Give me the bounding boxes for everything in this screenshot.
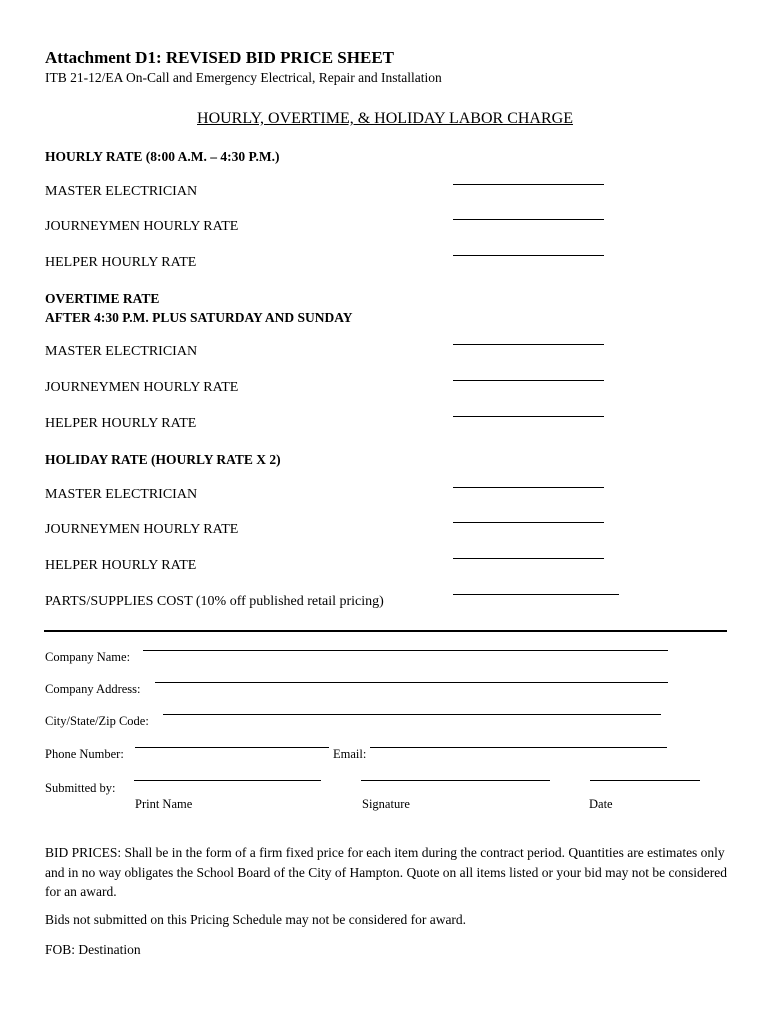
submitted-by-label: Submitted by:	[45, 781, 116, 795]
overtime-master-label: MASTER ELECTRICIAN	[45, 344, 198, 359]
hourly-journeymen-field[interactable]	[453, 219, 604, 220]
company-address-label: Company Address:	[45, 682, 141, 696]
signature-caption: Signature	[362, 797, 410, 811]
document-subtitle: ITB 21-12/EA On-Call and Emergency Electrical, Repair and Installation	[45, 70, 442, 85]
holiday-master-label: MASTER ELECTRICIAN	[45, 487, 198, 502]
holiday-helper-field[interactable]	[453, 558, 604, 559]
holiday-journeymen-label: JOURNEYMEN HOURLY RATE	[45, 522, 239, 537]
company-address-field[interactable]	[155, 682, 668, 683]
email-field[interactable]	[370, 747, 667, 748]
hourly-helper-field[interactable]	[453, 255, 604, 256]
holiday-master-field[interactable]	[453, 487, 604, 488]
overtime-helper-field[interactable]	[453, 416, 604, 417]
hourly-master-label: MASTER ELECTRICIAN	[45, 184, 198, 199]
date-caption: Date	[589, 797, 613, 811]
parts-supplies-label: PARTS/SUPPLIES COST (10% off published retail pricing)	[45, 594, 384, 609]
signature-field[interactable]	[361, 780, 550, 781]
city-state-zip-label: City/State/Zip Code:	[45, 714, 149, 728]
bid-prices-note: BID PRICES: Shall be in the form of a firm fixed price for each item during the contract period. Quantities are estimates only and in no way obligates the School Board of the City of Hampton. Quote on all items listed or your bid may not be considered for an award.	[45, 845, 728, 899]
phone-number-label: Phone Number:	[45, 747, 124, 761]
section-divider	[44, 630, 727, 632]
print-name-field[interactable]	[134, 780, 321, 781]
overtime-master-field[interactable]	[453, 344, 604, 345]
hourly-master-field[interactable]	[453, 184, 604, 185]
hourly-rate-heading: HOURLY RATE (8:00 A.M. – 4:30 P.M.)	[45, 149, 280, 164]
labor-charge-heading: HOURLY, OVERTIME, & HOLIDAY LABOR CHARGE	[197, 110, 573, 127]
overtime-journeymen-field[interactable]	[453, 380, 604, 381]
company-name-label: Company Name:	[45, 650, 131, 664]
company-name-field[interactable]	[143, 650, 668, 651]
overtime-rate-heading: OVERTIME RATE	[45, 291, 160, 306]
hourly-journeymen-label: JOURNEYMEN HOURLY RATE	[45, 219, 239, 234]
holiday-rate-heading: HOLIDAY RATE (HOURLY RATE X 2)	[45, 452, 281, 467]
city-state-zip-field[interactable]	[163, 714, 661, 715]
overtime-rate-subheading: AFTER 4:30 P.M. PLUS SATURDAY AND SUNDAY	[45, 310, 353, 325]
holiday-journeymen-field[interactable]	[453, 522, 604, 523]
date-field[interactable]	[590, 780, 700, 781]
hourly-helper-label: HELPER HOURLY RATE	[45, 255, 197, 270]
document-title: Attachment D1: REVISED BID PRICE SHEET	[45, 48, 395, 67]
holiday-helper-label: HELPER HOURLY RATE	[45, 558, 197, 573]
pricing-schedule-note: Bids not submitted on this Pricing Schedule may not be considered for award.	[45, 912, 467, 927]
overtime-journeymen-label: JOURNEYMEN HOURLY RATE	[45, 380, 239, 395]
parts-supplies-field[interactable]	[453, 594, 619, 595]
phone-number-field[interactable]	[135, 747, 329, 748]
fob-note: FOB: Destination	[45, 942, 141, 957]
email-label: Email:	[333, 747, 367, 761]
print-name-caption: Print Name	[135, 797, 193, 811]
overtime-helper-label: HELPER HOURLY RATE	[45, 416, 197, 431]
